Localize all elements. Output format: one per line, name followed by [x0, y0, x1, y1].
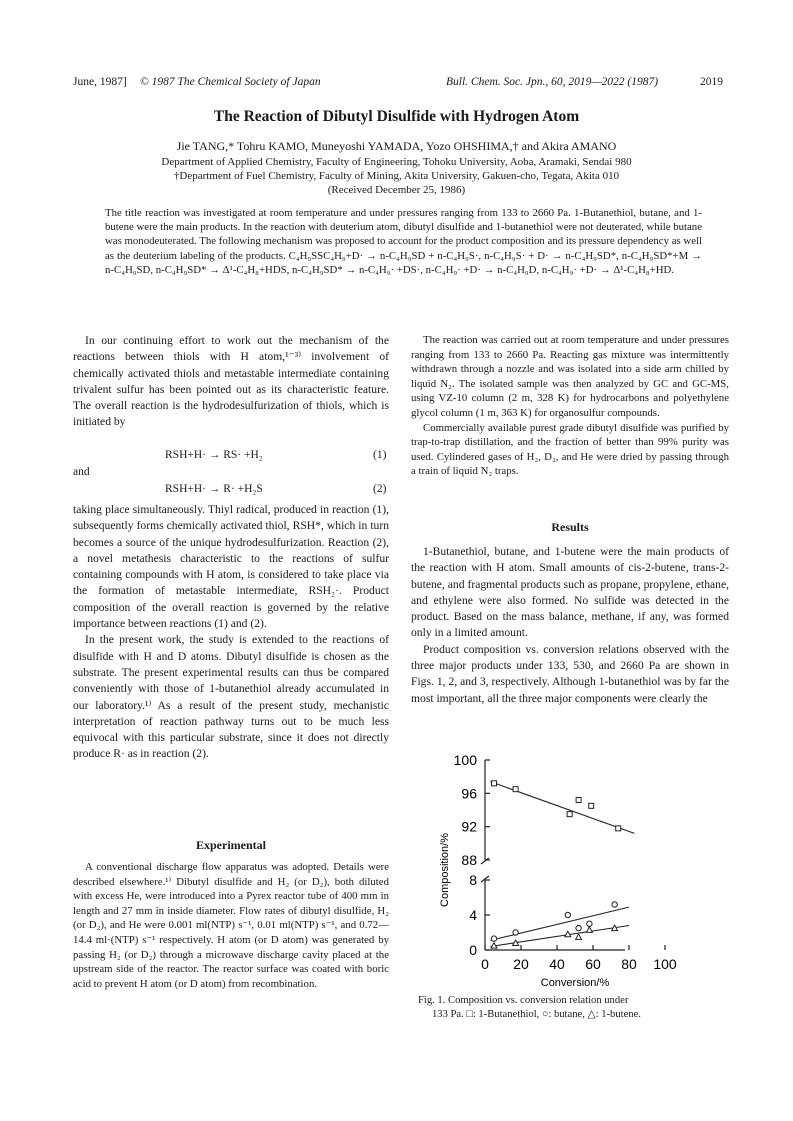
caption-line-2: 133 Pa. □: 1-Butanethiol, ○: butane, △: 1-butene.	[432, 1009, 641, 1020]
methods-paragraph-2: Commercially available purest grade dibutyl disulfide was purified by trap-to-trap distillation, and the fraction of better than 99% purity was used. Cylindered gases of H₂, D₂, and He were dried by passing through a train of liquid N₂ traps.	[411, 421, 729, 478]
results-paragraph-1: 1-Butanethiol, butane, and 1-butene were the main products of the reaction with H atom. Small amounts of cis-2-butene, trans-2-butene, and fragmental products such as propane, propylene, ethane, and ethylene were also formed. No sulfide was detected in the product. Based on the mass balance, methane, if any, was formed only in a limited amount.	[411, 545, 729, 640]
y-tick-label: 8	[469, 872, 477, 888]
equation-2-number: (2)	[373, 483, 387, 495]
x-tick-label: 100	[653, 956, 677, 972]
data-point-circle	[576, 925, 581, 930]
x-tick-label: 80	[621, 956, 637, 972]
y-tick-label: 4	[469, 907, 477, 923]
intro-paragraph-1: In our continuing effort to work out the mechanism of the reactions between thiols with H atom,¹⁻³⁾ involvement of chemically activated thiols and metastable intermediate containing trivalent sulfur has been pointed out as its characteristic feature. The overall reaction is the hydrodesulfurization of thiols, which is initiated by	[73, 334, 389, 429]
figure-1-caption	[418, 994, 718, 1022]
data-point-triangle	[586, 927, 592, 933]
equation-1: RSH+H· → RS· +H₂	[165, 449, 263, 461]
affiliation-1: Department of Applied Chemistry, Faculty of Engineering, Tohoku University, Aoba, Aramaki, Sendai 980	[161, 156, 632, 168]
x-tick-label: 0	[481, 956, 489, 972]
intro-paragraph-3: In the present work, the study is extended to the reactions of disulfide with H and D atoms. Dibutyl disulfide is chosen as the substrate. The present experimental results can thus be compared conveniently with those of 1-butanethiol already accumulated in our laboratory.¹⁾ As a result of the present study, mechanistic interpretation of reaction pathway turns out to be much less equivocal with this particular substrate, since it does not directly produce R· as in reaction (2).	[73, 633, 389, 761]
figure-1-chart	[420, 745, 720, 990]
left-column-body	[73, 502, 389, 763]
right-column-results	[411, 544, 729, 707]
data-point-triangle	[576, 934, 582, 940]
x-tick-label: 60	[585, 956, 601, 972]
fit-line-circle	[490, 907, 629, 940]
equation-1-number: (1)	[373, 449, 387, 461]
intro-paragraph-2: taking place simultaneously. Thiyl radical, produced in reaction (1), subsequently forms chemically activated thiol, RSH*, which in turn becomes a source of the unique hydrodesulfurization. Reaction (2), a novel metathesis characteristic to the reactions of sulfur containing compounds with H atom, is considered to take place via the formation of metastable intermediate, RSH₂·. Product composition of the overall reaction is governed by the relative importance between reactions (1) and (2).	[73, 503, 389, 631]
paper-authors: Jie TANG,* Tohru KAMO, Muneyoshi YAMADA, Yozo OHSHIMA,† and Akira AMANO	[176, 139, 617, 153]
data-point-circle	[565, 912, 570, 917]
y-axis-label: Composition/%	[439, 833, 451, 907]
caption-line-1: Fig. 1. Composition vs. conversion relation under	[418, 995, 629, 1006]
left-column-intro	[73, 333, 389, 431]
experimental-heading: Experimental	[196, 838, 266, 852]
x-axis-label: Conversion/%	[540, 977, 610, 989]
equation-2: RSH+H· → R· +H₂S	[165, 483, 263, 495]
x-tick-label: 20	[513, 956, 529, 972]
header-journal: Bull. Chem. Soc. Jpn., 60, 2019—2022 (1987)	[446, 76, 659, 88]
results-heading: Results	[551, 520, 589, 534]
abstract: The title reaction was investigated at room temperature and under pressures ranging from 133 to 2660 Pa. 1-Butanethiol, butane, and 1-butene were the main products. In the reaction with deuterium atom, dibutyl disulfide and 1-butanethiol were not deuterated, while butane was monodeuterated. The following mechanism was proposed to account for the product composition and its pressure dependency as well as the deuterium labeling of the products. C₄H₉SSC₄H₉+D· → n-C₄H₉SD + n-C₄H₉S·, n-C₄H₉S· + D· → n-C₄H₉SD*, n-C₄H₉SD*+M → n-C₄H₉SD, n-C₄H₉SD* → Δ¹-C₄H₈+HDS, n-C₄H₉SD* → n-C₄H₉· +DS·, n-C₄H₉· +D· → n-C₄H₉D, n-C₄H₉· +D· → Δ¹-C₄H₈+HD.	[105, 207, 702, 276]
and-text: and	[73, 466, 90, 478]
methods-paragraph-1: The reaction was carried out at room temperature and under pressures ranging from 133 to 2660 Pa. Reacting gas mixture was intermittently withdrawn through a nozzle and was isolated into a side arm chilled by liquid N₂. The isolated sample was then analyzed by GC and GC-MS, using VZ-10 column (2 m, 328 K) for hydrocarbons and polyethylene glycol column (1 m, 363 K) for organosulfur compounds.	[411, 334, 729, 419]
data-point-square	[616, 826, 621, 831]
data-point-square	[492, 781, 497, 786]
results-paragraph-2: Product composition vs. conversion relations observed with the three major products under 133, 530, and 2660 Pa are shown in Figs. 1, 2, and 3, respectively. Although 1-butanethiol was by far the most important, all the three major components were clearly the	[411, 642, 729, 705]
x-tick-label: 40	[549, 956, 565, 972]
experimental-paragraph: A conventional discharge flow apparatus was adopted. Details were described elsewhere.¹⁾ Dibutyl disulfide and H₂ (or D₂), both diluted with excess He, were introduced into a Pyrex reactor tube of 400 mm in length and 27 mm in inside diameter. Flow rates of dibutyl disulfide, H₂ (or D₂), and He were 0.001 ml(NTP) s⁻¹, 0.01 ml(NTP) s⁻¹, and 0.72—14.4 ml·(NTP) s⁻¹ respectively. H atom (or D atom) was generated by passing H₂ (or D₂) through a microwave discharge cavity placed at the upstream side of the reactor. The reactor surface was coated with boric acid to prevent H atom (or D atom) from recombination.	[73, 861, 389, 990]
chart-marks	[490, 781, 634, 948]
header-page-number: 2019	[700, 76, 723, 88]
data-point-square	[513, 787, 518, 792]
received-date: (Received December 25, 1986)	[327, 184, 466, 196]
paper-title: The Reaction of Dibutyl Disulfide with Hydrogen Atom	[213, 108, 580, 125]
data-point-square	[576, 798, 581, 803]
y-tick-label: 88	[461, 852, 477, 868]
affiliation-2: †Department of Fuel Chemistry, Faculty of Mining, Akita University, Gakuen-cho, Tegata, Akita 010	[173, 170, 620, 182]
data-point-square	[567, 812, 572, 817]
data-point-circle	[587, 921, 592, 926]
chart-labels	[439, 752, 677, 989]
y-tick-label: 92	[461, 818, 477, 835]
fit-line-triangle	[490, 926, 629, 947]
data-point-square	[589, 803, 594, 808]
y-tick-label: 100	[453, 752, 477, 768]
y-tick-label: 0	[469, 942, 477, 958]
data-point-circle	[612, 902, 617, 907]
header-copyright: © 1987 The Chemical Society of Japan	[140, 76, 321, 88]
data-point-circle	[513, 930, 518, 935]
header-date: June, 1987]	[73, 76, 127, 88]
data-point-circle	[491, 936, 496, 941]
experimental-section	[73, 860, 389, 991]
right-column-methods	[411, 333, 729, 479]
fit-line-square	[490, 782, 634, 834]
y-tick-label: 96	[461, 785, 477, 802]
